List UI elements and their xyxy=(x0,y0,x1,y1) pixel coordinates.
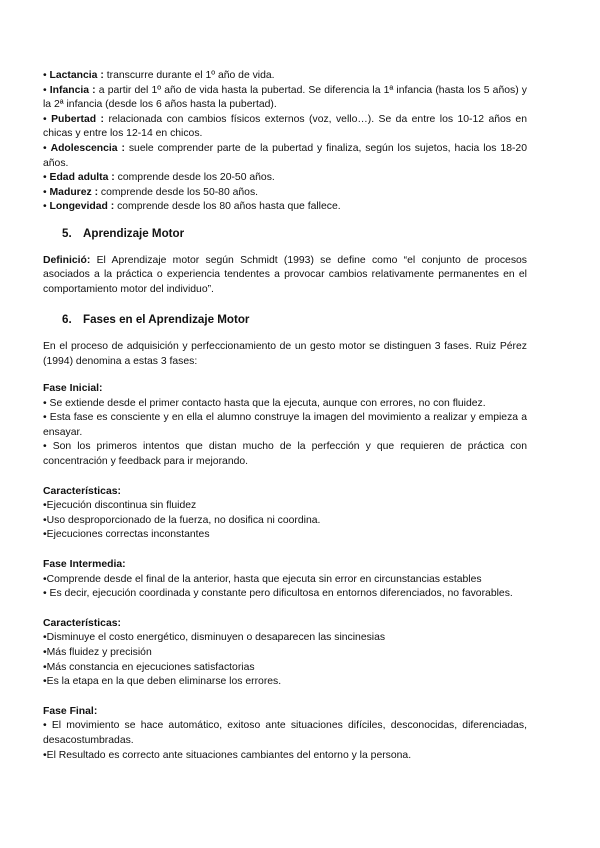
section-number: 6. xyxy=(62,313,72,327)
list-item: • Es decir, ejecución coordinada y constante pero dificultosa en entornos diferenciados, no favorables. xyxy=(43,588,513,600)
section-number: 5. xyxy=(62,226,72,240)
stage-text: comprende desde los 20-50 años. xyxy=(117,172,275,184)
list-item xyxy=(43,142,527,171)
stage-term: Longevidad : xyxy=(49,201,115,213)
fase-inicial-characteristics-title: Características: xyxy=(43,485,121,497)
stage-text: transcurre durante el 1º año de vida. xyxy=(106,70,275,81)
fase-final-title: Fase Final: xyxy=(43,705,98,717)
bullet: • xyxy=(43,142,47,154)
list-item: • Son los primeros intentos que distan mucho de la perfección y que requieren de práctica con concentración y feedback para ir mejorando. xyxy=(43,441,527,468)
bullet: • xyxy=(43,70,47,81)
stage-term: Madurez : xyxy=(49,186,99,198)
stage-term: Infancia : xyxy=(49,84,96,96)
bullet: • xyxy=(43,84,47,96)
page-content xyxy=(43,69,527,763)
stage-term: Adolescencia : xyxy=(50,142,125,154)
list-item: • El movimiento se hace automático, exitoso ante situaciones difíciles, desconocidas, diferenciadas, desacostumbradas. xyxy=(43,720,527,746)
definition-paragraph xyxy=(43,254,527,298)
definition-text: El Aprendizaje motor según Schmidt (1993) se define como “el conjunto de procesos asociados a la práctica o experiencia tendentes a provocar cambios relativamente permanentes en el comportamiento motor del individuo”. xyxy=(43,254,527,295)
list-item: •Más constancia en ejecuciones satisfactorias xyxy=(43,661,255,673)
stage-term: Pubertad : xyxy=(51,113,104,125)
stage-text: a partir del 1º año de vida hasta la pubertad. Se diferencia la 1ª infancia (hasta los 5 años) y la 2ª infancia (desde los 6 años hasta la pubertad). xyxy=(43,84,527,111)
bullet: • xyxy=(43,172,47,184)
stage-text: comprende desde los 50-80 años. xyxy=(100,186,259,198)
list-item xyxy=(43,186,527,201)
list-item: •Es la etapa en la que deben eliminarse los errores. xyxy=(43,676,282,688)
list-item: •El Resultado es correcto ante situaciones cambiantes del entorno y la persona. xyxy=(43,749,412,761)
list-item: •Ejecución discontinua sin fluidez xyxy=(43,500,197,512)
bullet: • xyxy=(43,113,47,125)
bullet: • xyxy=(43,201,47,213)
stage-text: suele comprender parte de la pubertad y finaliza, según los sujetos, hacia los 18-20 años. xyxy=(43,142,527,169)
section-6-intro: En el proceso de adquisición y perfeccionamiento de un gesto motor se distinguen 3 fases. Ruiz Pérez (1994) denomina a estas 3 fases: xyxy=(43,340,527,367)
bullet: • xyxy=(43,186,47,198)
list-item xyxy=(43,171,527,186)
stage-text: comprende desde los 80 años hasta que fallece. xyxy=(117,201,341,213)
fase-inicial-title: Fase Inicial: xyxy=(43,383,103,395)
fase-intermedia-title: Fase Intermedia: xyxy=(43,559,126,571)
section-5-heading xyxy=(62,227,527,242)
list-item: •Uso desproporcionado de la fuerza, no dosifica ni coordina. xyxy=(43,514,321,526)
list-item xyxy=(43,200,527,215)
section-title: Aprendizaje Motor xyxy=(83,226,185,240)
stage-text: relacionada con cambios físicos externos (voz, vello…). Se da entre los 10-12 años en chicas y entre los 12-14 en chicos. xyxy=(43,113,527,140)
section-6-heading xyxy=(62,313,527,328)
list-item: •Comprende desde el final de la anterior, hasta que ejecuta sin error en circunstancias estables xyxy=(43,573,482,585)
stage-term: Lactancia : xyxy=(49,70,104,81)
list-item: • Esta fase es consciente y en ella el alumno construye la imagen del movimiento a realizar y empieza a ensayar. xyxy=(43,412,527,438)
list-item xyxy=(43,84,527,113)
list-item: •Disminuye el costo energético, disminuyen o desaparecen las sincinesias xyxy=(43,632,386,644)
list-item: • Se extiende desde el primer contacto hasta que la ejecuta, aunque con errores, no con fluidez. xyxy=(43,397,486,409)
stage-term: Edad adulta : xyxy=(49,172,115,184)
list-item xyxy=(43,69,527,84)
list-item: •Ejecuciones correctas inconstantes xyxy=(43,529,210,541)
list-item: •Más fluidez y precisión xyxy=(43,647,152,658)
section-title: Fases en el Aprendizaje Motor xyxy=(83,313,250,327)
list-item xyxy=(43,113,527,142)
fase-intermedia-characteristics-title: Características: xyxy=(43,617,121,629)
life-stages-list xyxy=(43,69,527,215)
definition-label: Definició: xyxy=(43,254,91,266)
